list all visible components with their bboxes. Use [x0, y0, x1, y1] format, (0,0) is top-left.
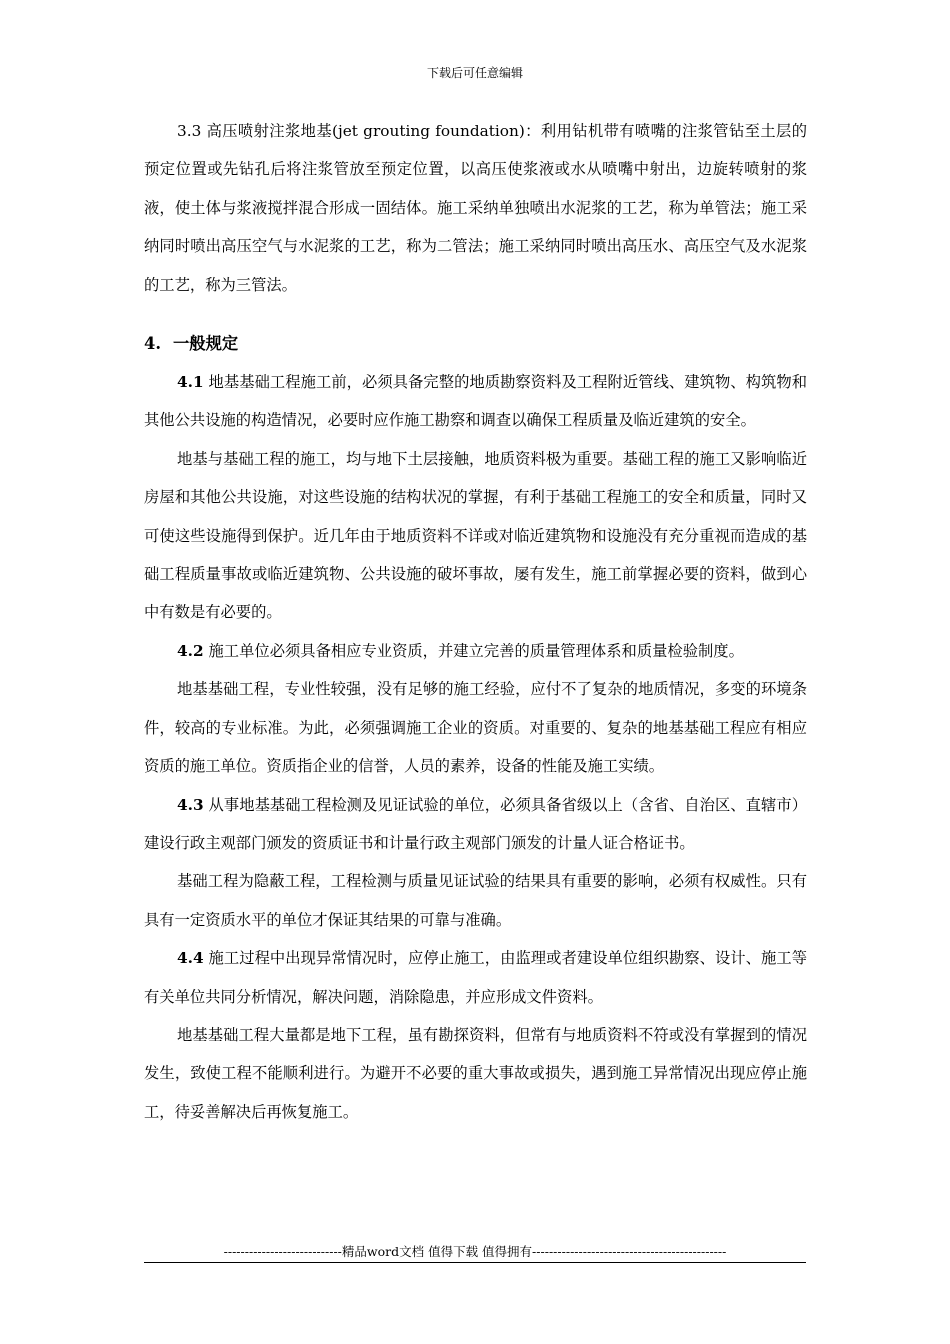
footer-divider	[144, 1262, 806, 1263]
clause-4-1	[144, 363, 807, 440]
clause-4-4-note: 地基基础工程大量都是地下工程，虽有勘探资料，但常有与地质资料不符或没有掌握到的情况发生，致使工程不能顺利进行。为避开不必要的重大事故或损失，遇到施工异常情况出现应停止施工，待妥善解决后再恢复施工。	[144, 1025, 807, 1121]
clause-text: 地基基础工程施工前，必须具备完整的地质勘察资料及工程附近管线、建筑物、构筑物和其他公共设施的构造情况，必要时应作施工勘察和调查以确保工程质量及临近建筑的安全。	[144, 373, 807, 430]
clause-text: 施工单位必须具备相应专业资质，并建立完善的质量管理体系和质量检验制度。	[208, 641, 744, 660]
clause-4-2	[144, 632, 807, 670]
document-body	[144, 112, 807, 1131]
clause-4-1-note: 地基与基础工程的施工，均与地下土层接触，地质资料极为重要。基础工程的施工又影响临近房屋和其他公共设施，对这些设施的结构状况的掌握，有利于基础工程施工的安全和质量，同时又可使这些设施得到保护。近几年由于地质资料不详或对临近建筑物和设施没有充分重视而造成的基础工程质量事故或临近建筑物、公共设施的破坏事故，屡有发生，施工前掌握必要的资料，做到心中有数是有必要的。	[144, 449, 807, 622]
section-3-3-paragraph: 3.3 高压喷射注浆地基(jet grouting foundation)：利用钻机带有喷嘴的注浆管钻至土层的预定位置或先钻孔后将注浆管放至预定位置，以高压使浆液或水从喷嘴中射出，边旋转喷射的浆液，使土体与浆液搅拌混合形成一固结体。施工采纳单独喷出水泥浆的工艺，称为单管法；施工采纳同时喷出高压空气与水泥浆的工艺，称为二管法；施工采纳同时喷出高压水、高压空气及水泥浆的工艺，称为三管法。	[144, 122, 807, 294]
clause-4-3	[144, 786, 807, 863]
section-4-title: 一般规定	[173, 334, 239, 354]
clause-number: 4.2	[177, 641, 204, 660]
page-header: 下载后可任意编辑	[426, 66, 523, 80]
clause-number: 4.3	[177, 795, 204, 814]
section-4-heading	[144, 327, 807, 361]
clause-text: 从事地基基础工程检测及见证试验的单位，必须具备省级以上（含省、自治区、直辖市）建设行政主观部门颁发的资质证书和计量行政主观部门颁发的计量人证合格证书。	[144, 795, 807, 852]
clause-4-4	[144, 939, 807, 1016]
clause-4-2-note: 地基基础工程，专业性较强，没有足够的施工经验，应付不了复杂的地质情况，多变的环境条件，较高的专业标准。为此，必须强调施工企业的资质。对重要的、复杂的地基基础工程应有相应资质的施工单位。资质指企业的信誉，人员的素养，设备的性能及施工实绩。	[144, 680, 807, 776]
clause-number: 4.4	[177, 949, 204, 968]
clause-text: 施工过程中出现异常情况时，应停止施工，由监理或者建设单位组织勘察、设计、施工等有关单位共同分析情况，解决问题，消除隐患，并应形成文件资料。	[144, 949, 807, 1006]
section-4-number: 4.	[144, 334, 161, 354]
clause-number: 4.1	[177, 373, 204, 392]
page-footer: ----------------------------精品word文档 值得下载 值得拥有----------------------------------------------	[223, 1244, 727, 1259]
clause-4-3-note: 基础工程为隐蔽工程，工程检测与质量见证试验的结果具有重要的影响，必须有权威性。只有具有一定资质水平的单位才保证其结果的可靠与准确。	[144, 872, 807, 929]
